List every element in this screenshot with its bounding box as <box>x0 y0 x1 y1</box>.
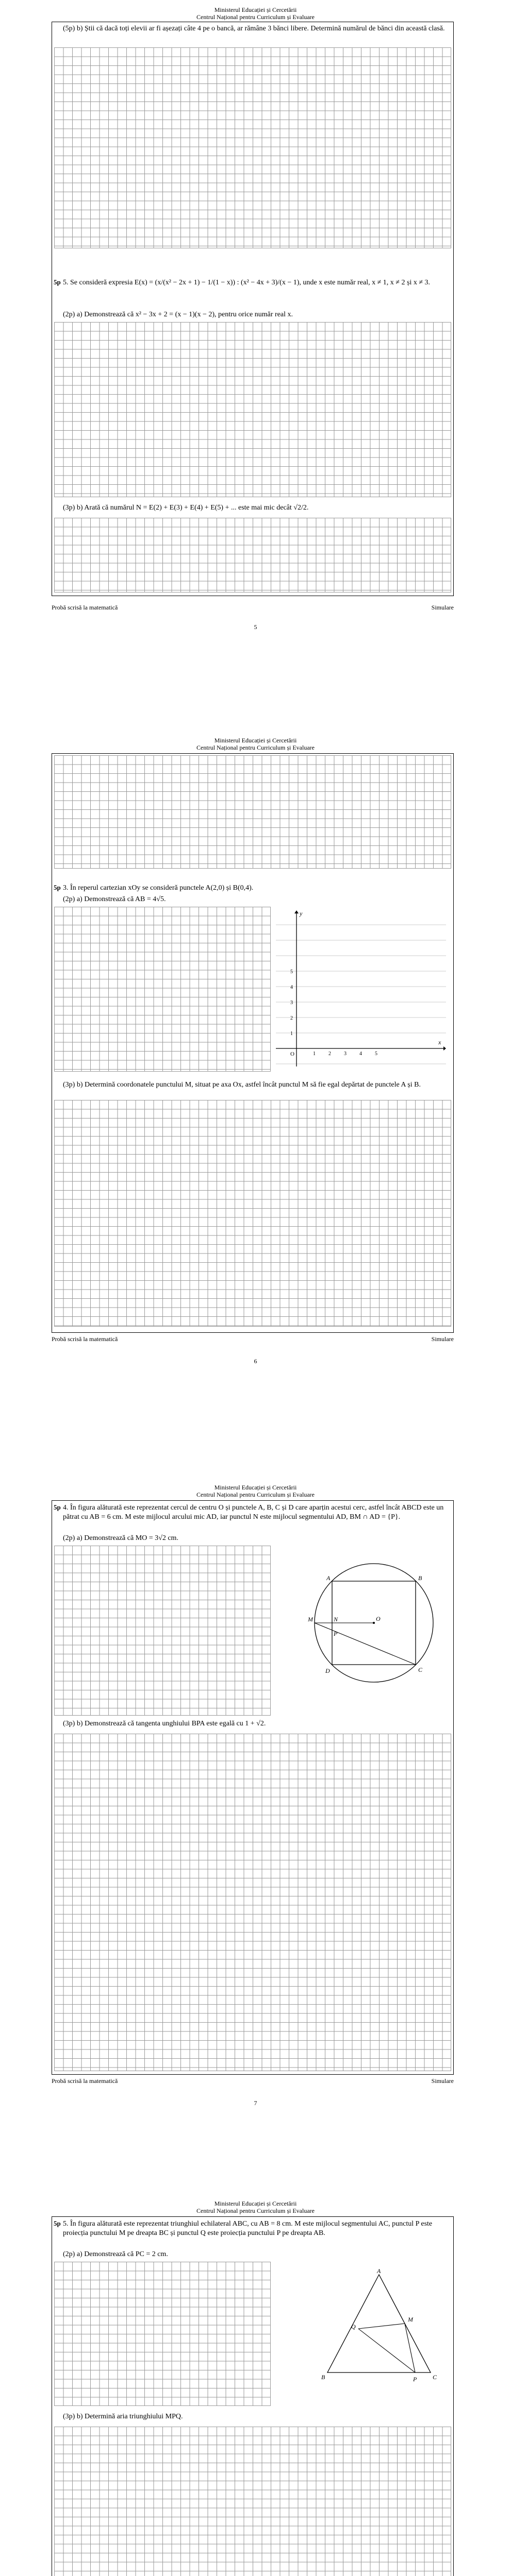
answer-grid[interactable] <box>54 1546 271 1716</box>
question-text: (3p) b) Demonstrează că tangenta unghiului BPA este egală cu 1 + √2. <box>61 1718 452 1730</box>
page-7 <box>0 1484 511 2123</box>
points-label: 5p <box>54 884 61 891</box>
points-label: 5p <box>54 1503 61 1511</box>
answer-grid[interactable] <box>54 47 451 248</box>
answer-grid[interactable] <box>54 2427 451 2576</box>
question-text: (2p) a) Demonstrează că PC = 2 cm. <box>61 2249 282 2260</box>
coordinate-axes-figure <box>276 909 446 1069</box>
points-label: 5p <box>54 278 61 286</box>
question-text: (3p) b) Determină aria triunghiului MPQ. <box>61 2411 452 2422</box>
points-label: 5p <box>54 2219 61 2227</box>
svg-text:5: 5 <box>290 969 293 975</box>
svg-text:2: 2 <box>290 1015 293 1021</box>
circle-square-figure <box>302 1553 451 1692</box>
svg-text:Q: Q <box>351 2323 356 2330</box>
svg-text:C: C <box>418 1666 423 1673</box>
svg-text:2: 2 <box>328 1051 331 1057</box>
svg-text:1: 1 <box>290 1031 293 1037</box>
answer-grid[interactable] <box>54 322 451 497</box>
question-text: 4. În figura alăturată este reprezentat cercul de centru O și punctele A, B, C și D care aparțin acestui cerc, astfel încât ABCD este un pătrat cu AB = 6 cm. M este mijlocul arcului mic AD, iar punctul N este mijlocul segmentului AD, BM ∩ AD = {P}. <box>61 1502 452 1523</box>
page-footer: Probă scrisă la matematică Simulare <box>52 1335 454 1343</box>
answer-grid[interactable] <box>54 755 451 869</box>
triangle-abc <box>327 2275 431 2372</box>
svg-text:M: M <box>308 1616 313 1623</box>
axis-ticks <box>290 969 377 1057</box>
svg-text:C: C <box>433 2374 437 2381</box>
page-number: 5 <box>254 623 257 631</box>
answer-grid[interactable] <box>54 518 451 592</box>
svg-text:5: 5 <box>375 1051 377 1057</box>
svg-text:3: 3 <box>290 1000 293 1006</box>
page-number: 6 <box>254 1358 257 1365</box>
page-5 <box>0 0 511 654</box>
question-text: (2p) a) Demonstrează că x² − 3x + 2 = (x − 1)(x − 2), pentru orice număr real x. <box>61 309 452 320</box>
triangle-figure <box>317 2267 441 2391</box>
question-text: 5. Se consideră expresia E(x) = (x/(x² − 2x + 1) − 1/(1 − x)) : (x² − 4x + 3)/(x − 1), unde x este număr real, x ≠ 1, x ≠ 2 și x ≠ 3. <box>61 277 452 289</box>
page-header: Ministerul Educației și Cercetării Centrul Național pentru Curriculum și Evaluare <box>196 1484 315 1498</box>
page-6 <box>0 737 511 1386</box>
answer-grid[interactable] <box>54 1734 451 2071</box>
answer-grid[interactable] <box>54 907 271 1072</box>
svg-text:A: A <box>326 1574 331 1582</box>
page-header: Ministerul Educației și Cercetării Centrul Național pentru Curriculum și Evaluare <box>196 6 315 21</box>
y-axis-label: y <box>300 910 303 917</box>
svg-text:N: N <box>334 1616 338 1623</box>
page-header: Ministerul Educației și Cercetării Centrul Național pentru Curriculum și Evaluare <box>196 2200 315 2214</box>
page-header: Ministerul Educației și Cercetării Centrul Național pentru Curriculum și Evaluare <box>196 737 315 751</box>
x-axis-label: x <box>438 1039 441 1046</box>
svg-text:1: 1 <box>313 1051 316 1057</box>
page-footer: Probă scrisă la matematică Simulare <box>52 604 454 611</box>
svg-text:P: P <box>334 1630 338 1637</box>
svg-text:D: D <box>325 1667 330 1674</box>
svg-text:O: O <box>376 1615 381 1622</box>
question-text: 5. În figura alăturată este reprezentat triunghiul echilateral ABC, cu AB = 8 cm. M este mijlocul segmentului AC, punctul P este proiecția punctului M pe dreapta BC și punctul Q este proiecția punctului P pe dreapta AB. <box>61 2218 452 2239</box>
page-footer: Probă scrisă la matematică Simulare <box>52 2077 454 2084</box>
svg-text:P: P <box>413 2376 417 2383</box>
answer-grid[interactable] <box>54 1100 451 1327</box>
svg-text:B: B <box>418 1574 422 1582</box>
svg-text:4: 4 <box>359 1051 362 1057</box>
question-text: (3p) b) Determină coordonatele punctului M, situat pe axa Ox, astfel încât punctul M să fie egal depărtat de punctele A și B. <box>61 1079 452 1091</box>
answer-grid[interactable] <box>54 2262 271 2406</box>
svg-text:4: 4 <box>290 985 293 990</box>
question-text: (2p) a) Demonstrează că MO = 3√2 cm. <box>61 1533 282 1544</box>
svg-text:3: 3 <box>344 1051 347 1057</box>
svg-text:M: M <box>408 2316 413 2323</box>
page-number: 7 <box>254 2099 257 2107</box>
page-8 <box>0 2200 511 2576</box>
svg-text:A: A <box>377 2267 381 2275</box>
origin-label: O <box>290 1051 294 1057</box>
question-text: (3p) b) Arată că numărul N = E(2) + E(3) + E(4) + E(5) + ... este mai mic decât √2/2. <box>61 502 452 514</box>
svg-text:B: B <box>321 2374 325 2381</box>
question-text: (2p) a) Demonstrează că AB = 4√5. <box>61 894 282 905</box>
question-text: 3. În reperul cartezian xOy se consideră punctele A(2,0) și B(0,4). <box>61 883 452 894</box>
question-text: (5p) b) Știi că dacă toți elevii ar fi așezați câte 4 pe o bancă, ar rămâne 3 bănci libere. Determină numărul de bănci din această clasă. <box>61 23 452 35</box>
